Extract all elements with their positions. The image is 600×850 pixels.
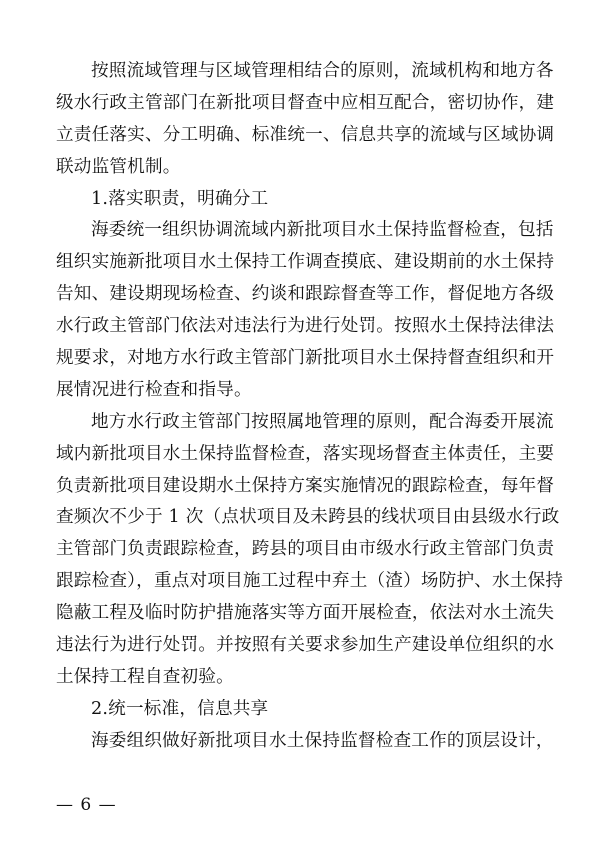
heading-text: 2.统一标准，信息共享 bbox=[91, 698, 269, 719]
text-line: 立责任落实、分工明确、标准统一、信息共享的流域与区域协调 bbox=[56, 124, 555, 145]
text-line: 土保持工程自查初验。 bbox=[56, 666, 234, 687]
paragraph bbox=[56, 407, 564, 694]
text-line: 组织实施新批项目水土保持工作调查摸底、建设期前的水土保持 bbox=[56, 252, 555, 273]
text-line: 隐蔽工程及临时防护措施落实等方面开展检查，依法对水土流失 bbox=[56, 603, 555, 624]
paragraph bbox=[56, 726, 552, 758]
text-line: 跟踪检查），重点对项目施工过程中弃土（渣）场防护、水土保持 bbox=[56, 571, 564, 592]
text-line: 展情况进行检查和指导。 bbox=[56, 379, 252, 400]
text-line: 违法行为进行处罚。并按照有关要求参加生产建设单位组织的水 bbox=[56, 635, 555, 656]
text-line: 主管部门负责跟踪检查，跨县的项目由市级水行政主管部门负责 bbox=[56, 539, 555, 560]
document-body bbox=[56, 56, 564, 758]
text-line: 联动监管机制。 bbox=[56, 156, 181, 177]
text-line: 规要求，对地方水行政主管部门新批项目水土保持督查组织和开 bbox=[56, 348, 555, 369]
text-line: 告知、建设期现场检查、约谈和跟踪督查等工作，督促地方各级 bbox=[56, 284, 555, 305]
text-line: 级水行政主管部门在新批项目督查中应相互配合，密切协作，建 bbox=[56, 92, 555, 113]
section-heading bbox=[56, 694, 552, 726]
text-line: 海委组织做好新批项目水土保持监督检查工作的顶层设计， bbox=[91, 730, 554, 751]
text-line: 负责新批项目建设期水土保持方案实施情况的跟踪检查，每年督 bbox=[56, 475, 555, 496]
section-heading bbox=[56, 184, 552, 216]
paragraph bbox=[56, 215, 555, 406]
text-line: 海委统一组织协调流域内新批项目水土保持监督检查，包括 bbox=[91, 220, 554, 241]
paragraph bbox=[56, 56, 555, 184]
text-line: 按照流域管理与区域管理相结合的原则，流域机构和地方各 bbox=[91, 61, 554, 81]
text-line: 域内新批项目水土保持监督检查，落实现场督查主体责任，主要 bbox=[56, 443, 555, 464]
text-line: 查频次不少于 1 次（点状项目及未跨县的线状项目由县级水行政 bbox=[56, 507, 560, 528]
page-number: — 6 — bbox=[56, 795, 117, 815]
text-line: 水行政主管部门依法对违法行为进行处罚。按照水土保持法律法 bbox=[56, 316, 555, 337]
heading-text: 1.落实职责，明确分工 bbox=[91, 188, 269, 209]
text-line: 地方水行政主管部门按照属地管理的原则，配合海委开展流 bbox=[91, 411, 554, 432]
